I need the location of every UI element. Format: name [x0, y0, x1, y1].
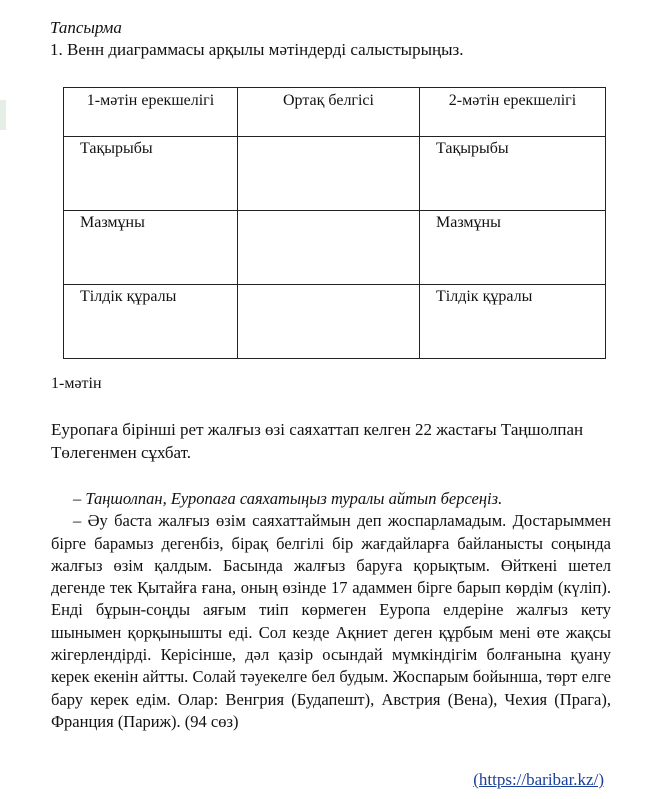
page-edge-decoration	[0, 100, 6, 130]
table-row	[64, 211, 606, 285]
header-text2-features-label: 2-мәтін ерекшелігі	[448, 92, 577, 109]
header-common-features-label: Ортақ белгісі	[283, 92, 374, 109]
table-row	[64, 285, 606, 359]
cell-content-common[interactable]	[238, 211, 420, 285]
source-link[interactable]: (https://baribar.kz/)	[473, 770, 604, 789]
interview-answer: – Әу баста жалғыз өзім саяхаттаймын деп жоспарламадым. Достарыммен бірге барамыз дегенбіз, бірақ белгілі бір жағдайларға байланысты соңында жалғыз өзім қалдым. Басында жалғыз баруға қорықтым. Өйткені шетел дегенде тек Қытайға ғана, оның өзінде 17 адаммен бірге барып көрдім (күліп). Енді бұрын-соңды аяғым тиіп көрмеген Еуропа елдеріне жалғыз кету шынымен қорқынышты еді. Сол кезде Ақниет деген құрбым мені өте жақсы жігерлендірді. Керісінше, дәл қазір осындай мүмкіндігім болғанына қуану керек екенін айтты. Солай тәуекелге бел будым. Жоспарым бойынша, төрт елге бару керек едім. Олар: Венгрия (Будапешт), Австрия (Вена), Чехия (Прага), Франция (Париж). (94 сөз)	[51, 511, 611, 731]
task-heading: Тапсырма	[50, 18, 122, 37]
source-citation	[473, 770, 604, 790]
cell-language-right[interactable]: Тілдік құралы	[420, 285, 606, 359]
cell-content-left[interactable]: Мазмұны	[64, 211, 238, 285]
task-instruction: 1. Венн диаграммасы арқылы мәтіндерді салыстырыңыз.	[50, 40, 464, 59]
cell-topic-common[interactable]	[238, 137, 420, 211]
header-text1-features-label: 1-мәтін ерекшелігі	[86, 92, 215, 109]
cell-language-common[interactable]	[238, 285, 420, 359]
cell-language-left[interactable]: Тілдік құралы	[64, 285, 238, 359]
interview-question: – Таңшолпан, Еуропаға саяхатыңыз туралы айтып берсеңіз.	[73, 489, 503, 508]
header-common-features	[238, 88, 420, 137]
header-text2-features	[420, 88, 606, 137]
cell-topic-right[interactable]: Тақырыбы	[420, 137, 606, 211]
cell-topic-left[interactable]: Тақырыбы	[64, 137, 238, 211]
header-text1-features	[64, 88, 238, 137]
table-header-row	[64, 88, 606, 137]
table-row	[64, 137, 606, 211]
text1-intro: Еуропаға бірінші рет жалғыз өзі саяхаттап келген 22 жастағы Таңшолпан Төлегенмен сұхбат.	[51, 420, 584, 462]
venn-comparison-table	[63, 87, 606, 359]
text1-body	[51, 488, 611, 733]
cell-content-right[interactable]: Мазмұны	[420, 211, 606, 285]
text1-label: 1-мәтін	[51, 375, 102, 392]
